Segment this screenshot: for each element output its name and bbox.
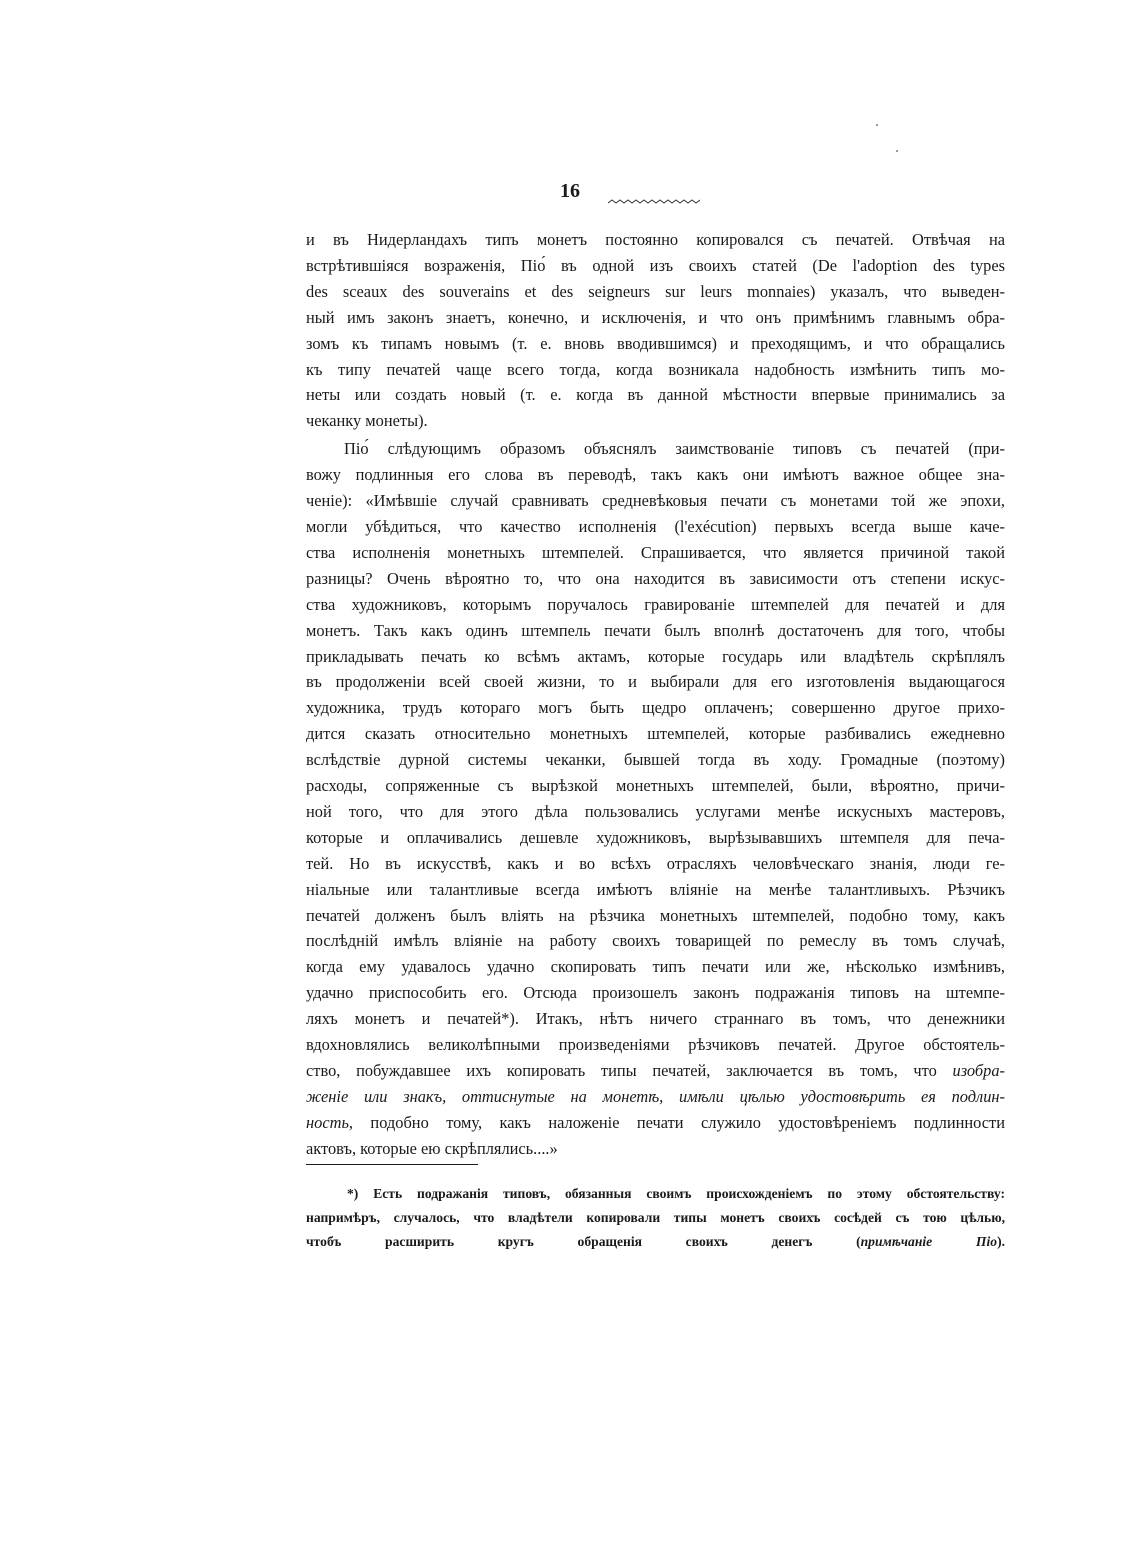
- italic-segment: изобра-: [952, 1061, 1005, 1080]
- text-line: ной того, что для этого дѣла пользовались услугами менѣе искусныхъ мастеровъ,: [306, 801, 1005, 821]
- text-line: художника, трудъ котораго могъ быть щедро оплаченъ; совершенно другое прихо-: [306, 698, 1005, 718]
- text-segment: ).: [997, 1234, 1005, 1249]
- footnote-divider: [306, 1164, 478, 1165]
- footnote-line: напримѣръ, случалось, что владѣтели копировали типы монетъ своихъ сосѣдей съ тою цѣлью,: [306, 1210, 1005, 1225]
- text-line: ніальные или талантливые всегда имѣютъ вліяніе на менѣе талантливыхъ. Рѣзчикъ: [306, 879, 1005, 899]
- text-segment: ство, побуждавшее ихъ копировать типы печатей, заключается въ томъ, что: [306, 1061, 937, 1080]
- scan-speck: [876, 124, 878, 126]
- text-segment: чтобъ расширить кругъ обращенія своихъ денегъ (: [306, 1234, 861, 1249]
- footnote-line: [306, 1230, 1005, 1254]
- text-line: встрѣтившіяся возраженія, Піо́ въ одной изъ своихъ статей (De l'adoption des types: [306, 255, 1005, 275]
- text-line: въ продолженіи всей своей жизни, то и выбирали для его изготовленія выдающагося: [306, 672, 1005, 692]
- footnote: [306, 1182, 1005, 1254]
- text-line: тей. Но въ искусствѣ, какъ и во всѣхъ отрасляхъ человѣческаго знанія, люди ге-: [306, 853, 1005, 873]
- text-line: когда ему удавалось удачно скопировать типъ печати или же, нѣсколько измѣнивъ,: [306, 957, 1005, 977]
- text-line: которые и оплачивались дешевле художниковъ, вырѣзывавшихъ штемпеля для печа-: [306, 827, 1005, 847]
- italic-segment: женіе или знакъ, оттиснутые на монетѣ, имѣли цѣлью удостовѣрить ея подлин-: [306, 1086, 1005, 1106]
- text-line: ляхъ монетъ и печатей*). Итакъ, нѣтъ ничего страннаго въ томъ, что денежники: [306, 1009, 1005, 1029]
- text-line: могли убѣдиться, что качество исполненія (l'exécution) первыхъ всегда выше каче-: [306, 516, 1005, 536]
- text-line: послѣдній имѣлъ вліяніе на работу своихъ товарищей по ремеслу въ томъ случаѣ,: [306, 931, 1005, 951]
- text-line: печатей долженъ былъ вліять на рѣзчика монетныхъ штемпелей, подобно тому, какъ: [306, 905, 1005, 925]
- text-line: разницы? Очень вѣроятно то, что она находится въ зависимости отъ степени искус-: [306, 568, 1005, 588]
- text-line: дится сказать относительно монетныхъ штемпелей, которые разбивались ежедневно: [306, 724, 1005, 744]
- text-line: расходы, сопряженные съ вырѣзкой монетныхъ штемпелей, были, вѣроятно, причи-: [306, 776, 1005, 796]
- text-line: вдохновлялись великолѣпными произведеніями рѣзчиковъ печатей. Другое обстоятель-: [306, 1035, 1005, 1055]
- page-number: 16: [560, 180, 580, 202]
- footnote-line: *) Есть подражанія типовъ, обязанныя своимъ происхожденіемъ по этому обстоятельству:: [347, 1186, 1005, 1201]
- text-line: вслѣдствіе дурной системы чеканки, бывшей тогда въ ходу. Громадные (поэтому): [306, 750, 1005, 770]
- text-line: зомъ къ типамъ новымъ (т. е. вновь вводившимся) и преходящимъ, и что обращались: [306, 333, 1005, 353]
- text-line: къ типу печатей чаще всего тогда, когда возникала надобность измѣнить типъ мо-: [306, 359, 1005, 379]
- text-line: ства художниковъ, которымъ поручалось гравированіе штемпелей для печатей и для: [306, 594, 1005, 614]
- text-line: неты или создать новый (т. е. когда въ данной мѣстности впервые принимались за: [306, 385, 1005, 405]
- text-line: актовъ, которые ею скрѣплялись....»: [306, 1138, 558, 1158]
- text-line: и въ Нидерландахъ типъ монетъ постоянно копировался съ печатей. Отвѣчая на: [306, 230, 1005, 249]
- text-line: ченіе): «Имѣвшіе случай сравнивать средневѣковыя печати съ монетами той же эпохи,: [306, 491, 1005, 511]
- text-line: ства исполненія монетныхъ штемпелей. Спрашивается, что является причиной такой: [306, 542, 1005, 562]
- text-line: des sceaux des souverains et des seigneurs sur leurs monnaies) указалъ, что выведен-: [306, 281, 1005, 301]
- text-line: ный имъ законъ знаетъ, конечно, и исключенія, и что онъ примѣнимъ главнымъ обра-: [306, 307, 1005, 327]
- page-number-ornament: [608, 199, 700, 207]
- text-line: чеканку монеты).: [306, 411, 428, 431]
- text-line: [306, 1084, 1005, 1110]
- text-line: [306, 1058, 1005, 1084]
- text-line: удачно приспособить его. Отсюда произошелъ законъ подражанія типовъ на штемпе-: [306, 983, 1005, 1003]
- italic-segment: ность: [306, 1112, 349, 1132]
- text-line: вожу подлинныя его слова въ переводѣ, такъ какъ они имѣютъ важное общее зна-: [306, 465, 1005, 485]
- text-line: Піо́ слѣдующимъ образомъ объяснялъ заимствованіе типовъ съ печатей (при-: [344, 439, 1005, 459]
- text-segment: , подобно тому, какъ наложеніе печати служило удостовѣреніемъ подлинности: [348, 1112, 1005, 1132]
- text-line: прикладывать печать ко всѣмъ актамъ, которые государь или владѣтель скрѣплялъ: [306, 646, 1005, 666]
- body-text: [306, 227, 1005, 1162]
- text-line: монетъ. Такъ какъ одинъ штемпель печати былъ вполнѣ достаточенъ для того, чтобы: [306, 620, 1005, 640]
- italic-segment: примѣчаніе Піо: [860, 1234, 998, 1249]
- text-line: [306, 1110, 1005, 1136]
- scan-speck: [896, 150, 898, 152]
